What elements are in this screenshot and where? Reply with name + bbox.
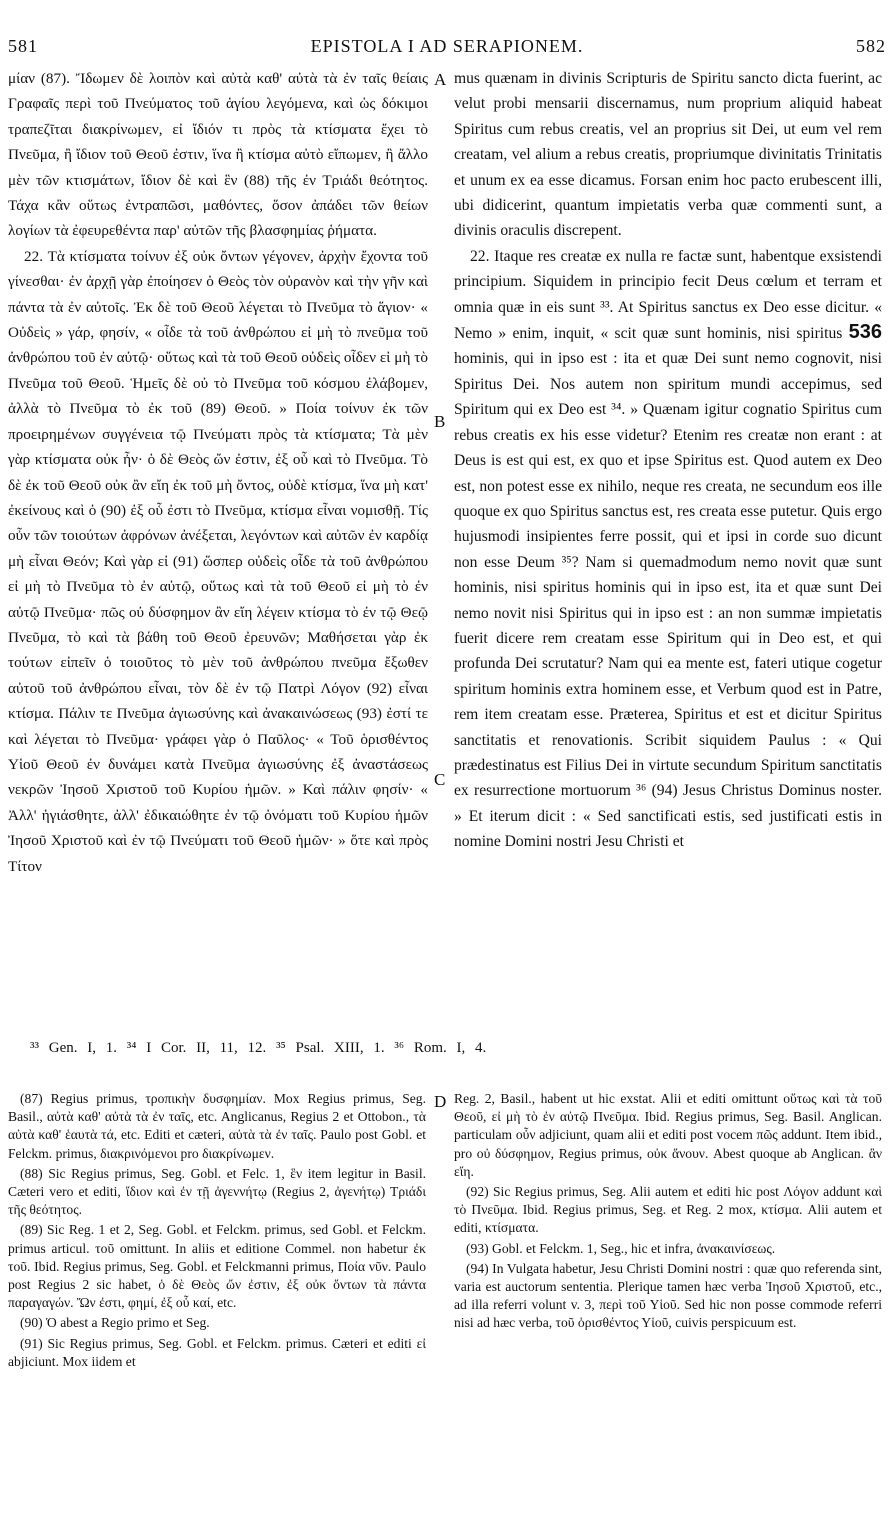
running-title: EPISTOLA I AD SERAPIONEM.	[310, 36, 584, 56]
scripture-references	[30, 1040, 730, 1057]
margin-letter-a: A	[434, 70, 447, 89]
greek-column	[8, 66, 428, 879]
footnotes-right	[454, 1090, 882, 1335]
footnote: (88) Sic Regius primus, Seg. Gobl. et Felc. 1, ἓν item legitur in Basil. Cæteri vero et editi, ἴδιον καὶ ἐν τῇ ἀγεννήτῳ (Regius 2, ἀγενήτῳ) Τριάδι τῆς θεότητος.	[8, 1165, 426, 1218]
margin-letter-b: B	[434, 412, 446, 431]
margin-letter-c: C	[434, 770, 446, 789]
margin-letter-d: D	[434, 1092, 447, 1111]
scripture-ref: ³⁵ Psal. XIII, 1.	[276, 1040, 385, 1056]
footnote: (94) In Vulgata habetur, Jesu Christi Domini nostri : quæ quo referenda sint, varia est auctorum sententia. Plerique tamen hæc verba Ἰησοῦ Χριστοῦ, etc., ad illa referri volunt v. 3, περὶ τοῦ Υἱοῦ. Sed hic non posse commode referri nisi ad hæc verba, τοῦ ὁρισθέντος Υἱοῦ, cuivis perspicuum est.	[454, 1260, 882, 1331]
footnotes-left	[8, 1090, 426, 1373]
footnote: Reg. 2, Basil., habent ut hic exstat. Alii et editi omittunt οὕτως καὶ τὰ τοῦ Θεοῦ, εἰ μὴ τὸ ἐν αὐτῷ Πνεῦμα. Ibid. Regius primus, Seg. Basil. Anglican. particulam οὖν adjiciunt, quam alii et editi post vocem πῶς addunt. Item ibid., pro οὐ δύσφημον, Regius primus, οὐκ ἄνουν. Abest quoque ab Anglican. ἂν εἴη.	[454, 1091, 882, 1179]
scripture-ref: ³⁴ I Cor. II, 11, 12.	[126, 1040, 267, 1056]
footnote: (93) Gobl. et Felckm. 1, Seg., hic et infra, ἀνακαινίσεως.	[466, 1240, 776, 1256]
column-number: 536	[848, 321, 882, 344]
footnote: (91) Sic Regius primus, Seg. Gobl. et Felckm. primus. Cæteri et editi εἰ abjiciunt. Mox iidem et	[8, 1335, 426, 1369]
latin-paragraph-2-start: 22. Itaque res creatæ ex nulla re factæ sunt, habentque exsistendi principium. Siquidem in principio fecit Deus cœlum et terram et omnia quæ in eis sunt ³³. At Spiritus sanctus ex Deo esse dicitur. « Nemo » enim, inquit, « scit quæ sunt hominis, nisi spiritus	[454, 247, 882, 343]
greek-paragraph-1: μίαν (87). Ἴδωμεν δὲ λοιπὸν καὶ αὐτὰ καθ' αὐτὰ τὰ ἐν ταῖς θείαις Γραφαῖς περὶ τοῦ Πνεύματος τοῦ ἁγίου λεγόμενα, καὶ ὡς δόκιμοι τραπεζῖται διακρίνωμεν, εἰ ἴδιόν τι πρὸς τὰ κτίσματα ἔχει τὸ Πνεῦμα, ἢ ἴδιον τοῦ Θεοῦ ἐστιν, ἵνα ἢ κτίσμα αὐτὸ εἴπωμεν, ἢ ἄλλο μὲν τῶν κτισμάτων, ἴδιον δὲ καὶ ἓν (88) τῆς ἐν Τριάδι θεότητος. Τάχα κἂν οὕτως ἐντραπῶσι, μαθόντες, ὅσον ἀπάδει τῶν θείων λογίων τὰ ἐφευρεθέντα παρ' αὐτῶν τῆς βλασφημίας ῥήματα.	[8, 70, 428, 240]
running-header	[8, 36, 886, 64]
scripture-ref: ³³ Gen. I, 1.	[30, 1040, 117, 1056]
latin-paragraph-1: mus quænam in divinis Scripturis de Spiritu sancto dicta fuerint, ac velut probi mensarii discernamus, num proprium aliquid habeat Spiritus cum rebus creatis, vel an proprius sit Dei, ut eum vel rem creatam, vel alium a rebus creatis, propriumque divinitatis Trinitatis et unum ex ea esse dicamus. Forsan enim hoc pacto erubescent illi, ubi didicerint, quantum impietatis verba quæ commenti sunt, a divinis oraculis discrepent.	[454, 70, 882, 240]
footnote: (90) Ὁ abest a Regio primo et Seg.	[20, 1315, 210, 1331]
scripture-ref: ³⁶ Rom. I, 4.	[394, 1040, 487, 1056]
greek-paragraph-2: 22. Τὰ κτίσματα τοίνυν ἐξ οὐκ ὄντων γέγονεν, ἀρχὴν ἔχοντα τοῦ γίνεσθαι· ἐν ἀρχῇ γὰρ ἐποίησεν ὁ Θεὸς τὸν οὐρανὸν καὶ τὴν γῆν καὶ πάντα τὰ ἐν αὐτοῖς. Ἐκ δὲ τοῦ Θεοῦ λέγεται τὸ Πνεῦμα τὸ ἅγιον· « Οὐδεὶς » γάρ, φησίν, « οἶδε τὰ τοῦ ἀνθρώπου εἰ μὴ τὸ πνεῦμα τοῦ ἀνθρώπου τοῦ ἐν αὐτῷ· οὕτως καὶ τὰ τοῦ Θεοῦ οὐδεὶς οἶδεν εἰ μὴ τὸ Πνεῦμα τοῦ Θεοῦ. Ἡμεῖς δὲ οὐ τὸ Πνεῦμα τοῦ κόσμου ἐλάβομεν, ἀλλὰ τὸ Πνεῦμα τὸ ἐκ τοῦ (89) Θεοῦ. » Ποία τοίνυν ἐκ τῶν προειρημένων συγγένεια τῷ Πνεύματι πρὸς τὰ κτίσματα; Τὰ μὲν γὰρ κτίσματα οὐκ ἦν· ὁ δὲ Θεὸς ὤν ἐστιν, ἐξ οὗ καὶ τὸ Πνεῦμα. Τὸ δὲ ἐκ τοῦ Θεοῦ οὐκ ἂν εἴη ἐκ τοῦ μὴ ὄντος, οὐδὲ κτίσμα, ἵνα μὴ κατ' ἐκείνους καὶ ὁ (90) ἐξ οὗ ἐστι τὸ Πνεῦμα, κτίσμα εἶναι νομισθῇ. Τίς οὖν τῶν τοιούτων ἀφρόνων ἀνέξεται, λεγόντων καὶ αὐτῶν ἐν καρδίᾳ μὴ εἶναι Θεόν; Καὶ γὰρ εἰ (91) ὥσπερ οὐδεὶς οἶδε τὰ τοῦ ἀνθρώπου εἰ μὴ τὸ Πνεῦμα τὸ ἐν αὐτῷ, οὕτως καὶ τὰ τοῦ Θεοῦ εἰ μὴ τὸ ἐν αὐτῷ Πνεῦμα· πῶς οὐ δύσφημον ἂν εἴη λέγειν κτίσμα τὸ ἐν τῷ Θεῷ Πνεῦμα, τὸ καὶ τὰ βάθη τοῦ Θεοῦ ἐρευνῶν; Μαθήσεται γὰρ ἐκ τούτων εἰπεῖν ὁ τοιοῦτος τὸ μὲν τοῦ ἀνθρώπου πνεῦμα ἔξωθεν αὐτοῦ τοῦ ἀνθρώπου εἶναι, τὸν δὲ ἐν τῷ Πατρὶ Λόγον (92) εἶναι κτίσμα. Πάλιν τε Πνεῦμα ἁγιωσύνης καὶ ἀνακαινώσεως (93) ἐστί τε καὶ λέγεται τὸ Πνεῦμα· γράφει γὰρ ὁ Παῦλος· « Τοῦ ὁρισθέντος Υἱοῦ Θεοῦ ἐν δυνάμει κατὰ Πνεῦμα ἁγιωσύνης ἐξ ἀναστάσεως νεκρῶν Ἰησοῦ Χριστοῦ τοῦ Κυρίου ἡμῶν. » Καὶ πάλιν φησίν· « Ἀλλ' ἡγιάσθητε, ἀλλ' ἐδικαιώθητε ἐν τῷ ὀνόματι τοῦ Κυρίου ἡμῶν Ἰησοῦ Χριστοῦ καὶ ἐν τῷ Πνεύματι τοῦ Θεοῦ ἡμῶν· » ὅτε καὶ πρὸς Τίτον	[8, 247, 428, 875]
latin-paragraph-2	[454, 244, 882, 855]
footnote: (92) Sic Regius primus, Seg. Alii autem et editi hic post Λόγον addunt καὶ τὸ Πνεῦμα. Ibid. Regius primus, Seg. et Reg. 2 mox, κτίσμα. Alii autem et editi, κτίσματα.	[454, 1184, 882, 1236]
page-number-left: 581	[8, 36, 38, 56]
latin-paragraph-2-rest: hominis, qui in ipso est : ita et quæ Dei sunt nemo cognovit, nisi Spiritus Dei. Nos autem non spiritum mundi accepimus, sed Spiritum qui ex Deo est ³⁴. » Quænam igitur cognatio Spiritus cum rebus creatis ex his esse videtur? Etenim res creatæ non erant : at Deus is est qui est, ex quo et ipse Spiritus est. Quod autem ex Deo est, non potest esse ex nihilo, neque res creata, ne secundum eos ille quoque ex quo Spiritus sanctus est, res creata esse putetur. Quis ergo hujusmodi insipientes ferre possit, qui et ipsi in corde suo dicunt non esse Deum ³⁵? Nam si quemadmodum nemo novit quæ sunt hominis, nisi spiritus hominis qui in ipso est, ita et quæ sunt Dei nemo novit nisi Spiritus qui in ipso est : an non summæ impietatis fuerit dicere rem creatam esse Spiritum qui in Deo est, et qui profunda Dei scrutatur? Nam qui ea mente est, fateri utique cogetur spiritum hominis extra hominem esse, et Verbum quod est in Patre, rem item creatam esse. Præterea, Spiritus et est et dicitur Spiritus sanctitatis et renovationis. Scribit siquidem Paulus : « Qui prædestinatus est Filius Dei in virtute secundum Spiritum sanctitatis ex resurrectione mortuorum ³⁶ (94) Jesus Christus Dominus noster. » Et iterum dicit : « Sed sanctificati estis, sed justificati estis in nomine Domini nostri Jesu Christi et	[454, 350, 883, 851]
footnote: (87) Regius primus, τροπικὴν δυσφημίαν. Mox Regius primus, Seg. Basil., αὐτὰ καθ' αὐτὰ τὰ ἐν ταῖς, etc. Anglicanus, Regius 2 et Ottobon., τὰ αὐτὰ καθ' ἑαυτὰ τά, etc. Editi et cæteri, αὐτὰ τὰ ἐν ταῖς. Paulo post Gobl. et Felckm. primus, διακρινόμενοι pro διακρίνωμεν.	[8, 1091, 426, 1161]
latin-column	[454, 66, 882, 855]
footnote: (89) Sic Reg. 1 et 2, Seg. Gobl. et Felckm. primus, sed Gobl. et Felckm. primus articul. τοῦ omittunt. In aliis et editione Commel. non habetur ἐκ τοῦ. Ibid. Regius primus, Seg. Gobl. et Felckmanni primus, Ποία νῦν. Paulo post Regius 2 sic habet, ὁ δὲ Θεὸς ὤν ἐστιν, ἐξ οὐκ ὄντων τὰ πάντα παραγαγών. Ὤν ἐστι, φημί, ἐξ οὗ καί, etc.	[8, 1222, 426, 1311]
page-number-right: 582	[856, 36, 886, 56]
